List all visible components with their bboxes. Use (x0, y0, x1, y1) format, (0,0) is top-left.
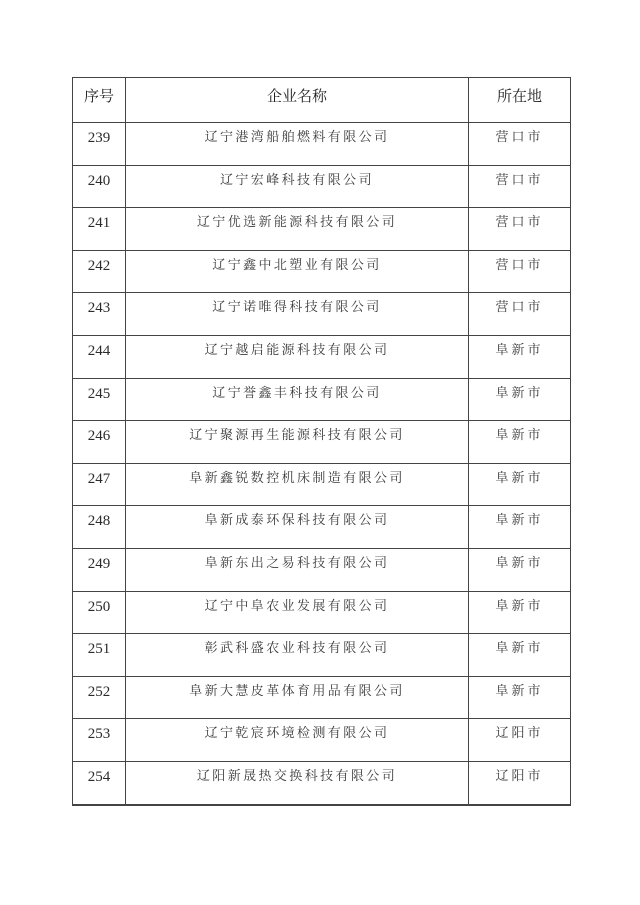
row-location: 辽阳市 (469, 761, 571, 804)
row-company: 辽宁越启能源科技有限公司 (126, 335, 469, 378)
row-company: 阜新鑫锐数控机床制造有限公司 (126, 463, 469, 506)
row-company: 辽宁宏峰科技有限公司 (126, 165, 469, 208)
row-company: 阜新东出之易科技有限公司 (126, 548, 469, 591)
table-row (73, 676, 571, 719)
table-row (73, 421, 571, 464)
row-index: 254 (73, 761, 126, 804)
row-index: 248 (73, 506, 126, 549)
row-index: 249 (73, 548, 126, 591)
row-index: 244 (73, 335, 126, 378)
header-company: 企业名称 (126, 78, 469, 123)
row-location: 阜新市 (469, 421, 571, 464)
row-index: 247 (73, 463, 126, 506)
row-company: 彰武科盛农业科技有限公司 (126, 634, 469, 677)
row-location: 阜新市 (469, 591, 571, 634)
row-company: 辽宁乾宸环境检测有限公司 (126, 719, 469, 762)
row-index: 250 (73, 591, 126, 634)
table-header-row (73, 78, 571, 123)
row-company: 辽宁中阜农业发展有限公司 (126, 591, 469, 634)
header-location: 所在地 (469, 78, 571, 123)
table-row (73, 335, 571, 378)
row-index: 245 (73, 378, 126, 421)
row-index: 251 (73, 634, 126, 677)
row-location: 阜新市 (469, 506, 571, 549)
row-company: 辽宁誉鑫丰科技有限公司 (126, 378, 469, 421)
row-index: 246 (73, 421, 126, 464)
table-row (73, 463, 571, 506)
row-location: 阜新市 (469, 463, 571, 506)
row-location: 营口市 (469, 250, 571, 293)
row-location: 阜新市 (469, 676, 571, 719)
header-index: 序号 (73, 78, 126, 123)
row-location: 阜新市 (469, 548, 571, 591)
table-row (73, 378, 571, 421)
row-index: 242 (73, 250, 126, 293)
row-company: 辽宁聚源再生能源科技有限公司 (126, 421, 469, 464)
row-location: 辽阳市 (469, 719, 571, 762)
row-location: 营口市 (469, 293, 571, 336)
row-index: 243 (73, 293, 126, 336)
row-location: 营口市 (469, 123, 571, 166)
row-company: 阜新大慧皮革体育用品有限公司 (126, 676, 469, 719)
row-index: 252 (73, 676, 126, 719)
table-row (73, 293, 571, 336)
table-row (73, 548, 571, 591)
row-company: 辽宁诺唯得科技有限公司 (126, 293, 469, 336)
table-row (73, 506, 571, 549)
row-company: 辽宁鑫中北塑业有限公司 (126, 250, 469, 293)
company-list-table (72, 77, 571, 806)
table-row (73, 165, 571, 208)
table-row (73, 634, 571, 677)
row-company: 辽阳新晟热交换科技有限公司 (126, 761, 469, 804)
table-row (73, 591, 571, 634)
table-row (73, 123, 571, 166)
row-location: 阜新市 (469, 634, 571, 677)
row-location: 阜新市 (469, 335, 571, 378)
row-company: 阜新成泰环保科技有限公司 (126, 506, 469, 549)
table-row (73, 761, 571, 804)
row-company: 辽宁港湾船舶燃料有限公司 (126, 123, 469, 166)
table-row (73, 719, 571, 762)
table-row (73, 250, 571, 293)
row-company: 辽宁优选新能源科技有限公司 (126, 208, 469, 251)
row-index: 241 (73, 208, 126, 251)
row-location: 营口市 (469, 165, 571, 208)
row-index: 240 (73, 165, 126, 208)
table-row (73, 208, 571, 251)
row-index: 253 (73, 719, 126, 762)
row-index: 239 (73, 123, 126, 166)
row-location: 营口市 (469, 208, 571, 251)
row-location: 阜新市 (469, 378, 571, 421)
